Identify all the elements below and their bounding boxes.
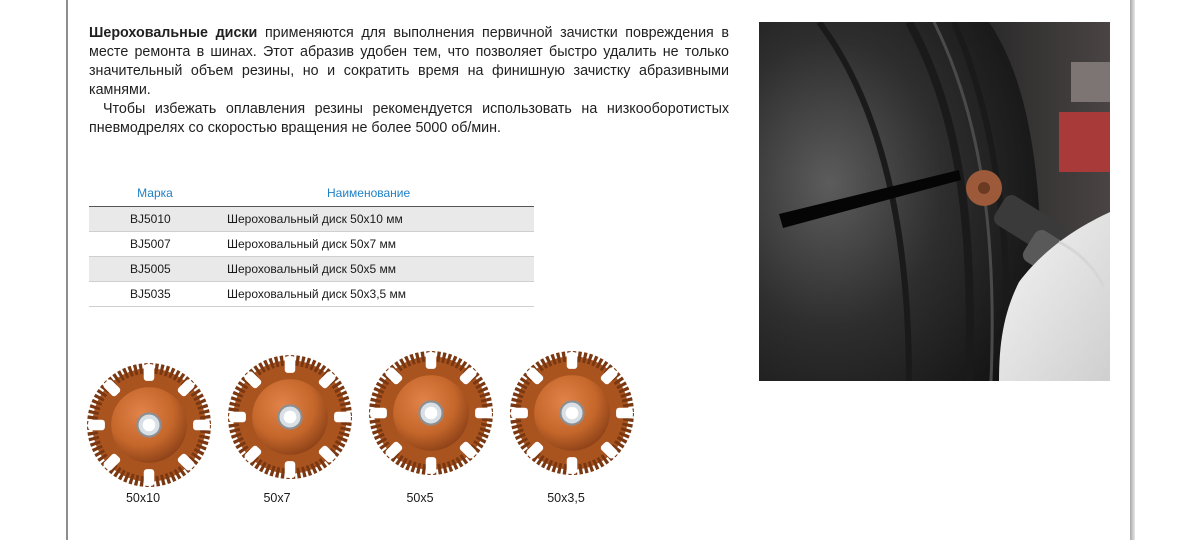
table-row xyxy=(89,257,534,282)
row-code: BJ5010 xyxy=(89,207,221,232)
disc-50x35-image xyxy=(509,350,635,476)
tire-photo-illustration xyxy=(759,22,1110,381)
table-row xyxy=(89,282,534,307)
disc-50x5-image xyxy=(368,350,494,476)
row-code: BJ5035 xyxy=(89,282,221,307)
disc-50x10-image xyxy=(86,362,212,488)
page-right-border xyxy=(1130,0,1135,540)
intro-paragraph-1-text: применяются для выполнения первичной зачистки повреждения в месте ремонта в шинах. Этот абразив удобен тем, что позволяет быстро удалить не только значительный объем резины, но и сократить время на финишную зачистку абразивными камнями. xyxy=(89,25,729,98)
row-code: BJ5005 xyxy=(89,257,221,282)
disc-caption: 50x7 xyxy=(263,491,291,505)
table-row xyxy=(89,207,534,232)
intro-paragraph-1 xyxy=(89,24,729,100)
disc-caption: 50x10 xyxy=(125,491,161,505)
tire-repair-photo xyxy=(759,22,1110,381)
header-brand: Марка xyxy=(89,180,221,207)
page-left-border xyxy=(66,0,68,540)
intro-text xyxy=(89,24,729,138)
row-name: Шероховальный диск 50x3,5 мм xyxy=(221,282,534,307)
intro-bold-term: Шероховальные диски xyxy=(89,25,258,41)
header-name: Наименование xyxy=(221,180,534,207)
row-name: Шероховальный диск 50x5 мм xyxy=(221,257,534,282)
product-table xyxy=(89,180,534,307)
table-row xyxy=(89,232,534,257)
disc-50x7-image xyxy=(227,354,353,480)
row-name: Шероховальный диск 50x10 мм xyxy=(221,207,534,232)
disc-caption: 50x5 xyxy=(406,491,434,505)
row-code: BJ5007 xyxy=(89,232,221,257)
table-header-row xyxy=(89,180,534,207)
intro-paragraph-2: Чтобы избежать оплавления резины рекомендуется использовать на низкооборотистых пневмодрелях со скоростью вращения не более 5000 об/мин. xyxy=(89,101,729,136)
disc-caption: 50x3,5 xyxy=(547,491,585,505)
row-name: Шероховальный диск 50x7 мм xyxy=(221,232,534,257)
